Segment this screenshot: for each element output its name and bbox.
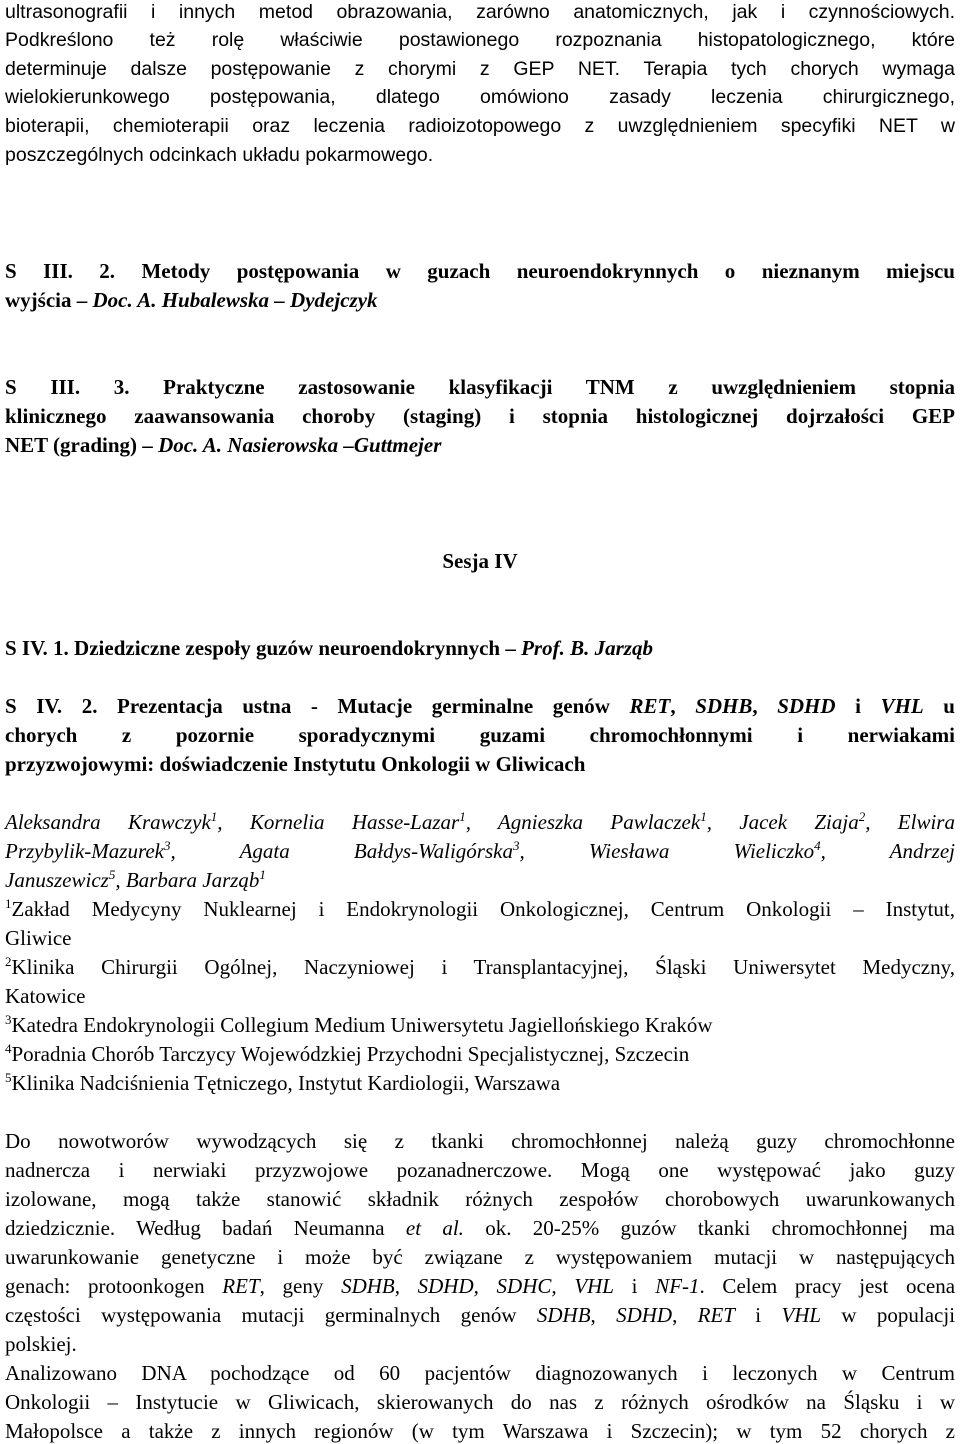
gene-vhl: VHL (880, 694, 924, 718)
gene-sdhb: SDHB (695, 694, 753, 718)
author-name: , Jacek Ziaja (706, 810, 859, 834)
affiliation-number: 2 (5, 954, 12, 969)
author-name: , Barbara Jarząb (115, 868, 260, 892)
authors-line-2 (5, 839, 955, 863)
gene-sdhd: SDHD (777, 694, 836, 718)
s3-3-title-prefix: NET (grading) – (5, 433, 159, 457)
text-run: częstości występowania mutacji germinalnych genów (5, 1303, 537, 1327)
s3-2-title-line-2 (5, 288, 955, 312)
gene-ret: RET (697, 1303, 735, 1327)
author-affiliation-number: 3 (164, 838, 171, 853)
separator: i (735, 1303, 782, 1327)
affiliation-3 (5, 1013, 955, 1037)
s4-1-author: Prof. B. Jarząb (521, 636, 653, 660)
gene-vhl: VHL (781, 1303, 822, 1327)
affiliation-text: Katedra Endokrynologii Collegium Medium Uniwersytetu Jagiellońskiego Kraków (11, 1013, 713, 1037)
author-affiliation-number: 2 (858, 809, 866, 824)
s3-3-title-line-2: klinicznego zaawansowania choroby (staging) i stopnia histologicznej dojrzałości GEP (5, 404, 955, 428)
intro-line-4: wielokierunkowego postępowania, dlatego omówiono zasady leczenia chirurgicznego, (5, 86, 955, 108)
affiliation-text: Klinika Nadciśnienia Tętniczego, Instytut Kardiologii, Warszawa (11, 1071, 561, 1095)
affiliation-1-cont: Gliwice (5, 926, 72, 950)
para1-line-2: nadnercza i nerwiaki przyzwojowe pozanadnerczowe. Mogą one występować jako guzy (5, 1158, 955, 1182)
text-run: . Celem pracy jest ocena (699, 1274, 956, 1298)
s4-1-title-prefix: S IV. 1. Dziedziczne zespoły guzów neuroendokrynnych – (5, 636, 522, 660)
affiliation-number: 4 (5, 1041, 12, 1056)
author-name: , Agnieszka Pawlaczek (465, 810, 701, 834)
author-name: , Elwira (865, 810, 955, 834)
s3-2-title-line-1: S III. 2. Metody postępowania w guzach neuroendokrynnych o nieznanym miejscu (5, 259, 955, 283)
s4-2-title-line-1 (5, 694, 955, 718)
author-affiliation-number: 4 (814, 838, 821, 853)
intro-line-6: poszczególnych odcinkach układu pokarmowego. (5, 144, 434, 166)
author-name: , Wiesława Wieliczko (519, 839, 815, 863)
affiliation-2-cont: Katowice (5, 984, 86, 1008)
author-affiliation-number: 1 (459, 809, 466, 824)
intro-line-3: determinuje dalsze postępowanie z chorymi z GEP NET. Terapia tych chorych wymaga (5, 58, 955, 80)
s3-2-title-prefix: wyjścia – (5, 288, 93, 312)
gene-sdhb: SDHB (536, 1303, 591, 1327)
authors-line-1 (5, 810, 955, 834)
intro-line-5: bioterapii, chemioterapii oraz leczenia radioizotopowego z uwzględnieniem specyfiki NET w (5, 115, 955, 137)
separator: , (590, 1303, 617, 1327)
separator: , (752, 694, 778, 718)
author-name: , Agata Bałdys-Waligórska (170, 839, 513, 863)
text-run-italic: et al. (405, 1216, 464, 1240)
gene-nf1: NF-1 (655, 1274, 700, 1298)
author-affiliation-number: 1 (210, 809, 218, 824)
separator: i (835, 694, 881, 718)
text-run: w populacji (821, 1303, 956, 1327)
author-name: Januszewicz (5, 868, 109, 892)
para1-line-1: Do nowotworów wywodzących się z tkanki chromochłonnej należą guzy chromochłonne (5, 1129, 955, 1153)
affiliation-text: Zakład Medycyny Nuklearnej i Endokrynologii Onkologicznej, Centrum Onkologii – Instytut, (11, 897, 955, 921)
para1-line-4 (5, 1216, 955, 1240)
intro-line-1: ultrasonografii i innych metod obrazowania, zarówno anatomicznych, jak i czynnościowych. (5, 1, 955, 23)
s4-2-title-line-2: chorych z pozornie sporadycznymi guzami chromochłonnymi i nerwiakami (5, 723, 955, 747)
session-heading: Sesja IV (442, 549, 518, 573)
s3-3-title-line-1: S III. 3. Praktyczne zastosowanie klasyfikacji TNM z uwzględnieniem stopnia (5, 375, 955, 399)
affiliation-text: Klinika Chirurgii Ogólnej, Naczyniowej i Transplantacyjnej, Śląski Uniwersytet Medyczny, (11, 955, 955, 979)
text-run: , geny (259, 1274, 342, 1298)
text-run: i (614, 1274, 656, 1298)
para1-line-5: uwarunkowanie genetyczne i może być związane z występowaniem mutacji w następujących (5, 1245, 955, 1269)
para2-line-3: Małopolsce a także z innych regionów (w tym Warszawa i Szczecin); w tym 52 chorych z (5, 1419, 955, 1443)
affiliation-2 (5, 955, 955, 979)
affiliation-4 (5, 1042, 955, 1066)
s4-2-title-line-3: przyzwojowymi: doświadczenie Instytutu Onkologii w Gliwicach (5, 752, 586, 776)
separator: , (670, 694, 696, 718)
s3-3-author: Doc. A. Nasierowska –Guttmejer (158, 433, 442, 457)
author-affiliation-number: 1 (259, 867, 266, 882)
affiliation-number: 1 (5, 896, 12, 911)
author-name: Aleksandra Krawczyk (5, 810, 211, 834)
s3-2-author: Doc. A. Hubalewska – Dydejczyk (92, 288, 378, 312)
s3-3-title-line-3 (5, 433, 955, 457)
text-run: genach: protoonkogen (5, 1274, 223, 1298)
para1-line-8: polskiej. (5, 1332, 77, 1356)
gene-ret: RET (222, 1274, 260, 1298)
para2-line-2: Onkologii – Instytucie w Gliwicach, skierowanych do nas z różnych ośrodków na Śląsku i w (5, 1390, 955, 1414)
gene-ret: RET (629, 694, 671, 718)
s4-2-title-end: u (923, 694, 955, 718)
text-run: ok. 20-25% guzów tkanki chromochłonnej ma (463, 1216, 956, 1240)
para1-line-3: izolowane, mogą także stanowić składnik różnych zespołów chorobowych uwarunkowanych (5, 1187, 955, 1211)
para1-line-7 (5, 1303, 955, 1327)
authors-line-3 (5, 868, 955, 892)
gene-list: SDHB, SDHD, SDHC, VHL (341, 1274, 614, 1298)
intro-line-2: Podkreślono też rolę właściwie postawionego rozpoznania histopatologicznego, które (5, 29, 955, 51)
author-name: , Andrzej (820, 839, 955, 863)
para2-line-1: Analizowano DNA pochodzące od 60 pacjentów diagnozowanych i leczonych w Centrum (5, 1361, 955, 1385)
affiliation-1 (5, 897, 955, 921)
affiliation-text: Poradnia Chorób Tarczycy Wojewódzkiej Przychodni Specjalistycznej, Szczecin (11, 1042, 690, 1066)
author-affiliation-number: 1 (700, 809, 707, 824)
author-name: , Kornelia Hasse-Lazar (217, 810, 460, 834)
affiliation-number: 3 (5, 1012, 12, 1027)
author-affiliation-number: 5 (108, 867, 116, 882)
gene-sdhd: SDHD (616, 1303, 673, 1327)
s4-2-title-start: S IV. 2. Prezentacja ustna - Mutacje germinalne genów (5, 694, 630, 718)
affiliation-number: 5 (5, 1070, 12, 1085)
affiliation-5 (5, 1071, 955, 1095)
author-affiliation-number: 3 (512, 838, 520, 853)
separator: , (672, 1303, 698, 1327)
s4-1-title (5, 636, 955, 660)
text-run: dziedzicznie. Według badań Neumanna (5, 1216, 406, 1240)
para1-line-6 (5, 1274, 955, 1298)
author-name: Przybylik-Mazurek (5, 839, 164, 863)
